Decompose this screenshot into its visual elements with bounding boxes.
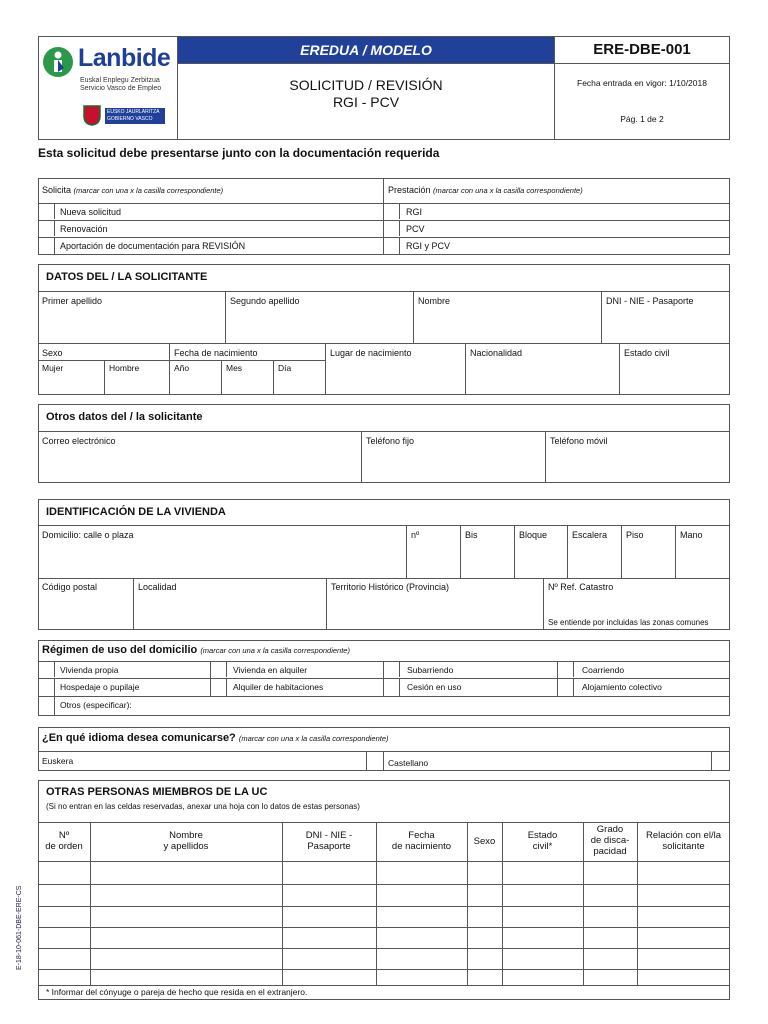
label-codigo-postal: Código postal — [42, 582, 98, 592]
intro-text: Esta solicitud debe presentarse junto con la documentación requerida — [38, 146, 440, 160]
input-dni[interactable] — [602, 308, 729, 342]
checkbox-alojamiento-colectivo[interactable] — [558, 679, 574, 696]
option-castellano: Castellano — [388, 758, 429, 768]
input-nacionalidad[interactable] — [466, 360, 618, 394]
checkbox-nueva[interactable] — [39, 204, 55, 219]
label-territorio: Territorio Histórico (Provincia) — [331, 582, 450, 592]
col-sexo: Sexo — [473, 836, 496, 847]
label-mes: Mes — [226, 363, 243, 373]
label-dni: DNI - NIE - Pasaporte — [606, 296, 694, 306]
col-orden: Nº de orden — [45, 830, 83, 852]
table-row[interactable] — [39, 907, 729, 926]
option-coarriendo: Coarriendo — [582, 665, 625, 675]
label-dia: Día — [278, 363, 292, 373]
solicita-header: Solicita (marcar con una x la casilla correspondiente) — [42, 185, 224, 195]
form-code: ERE-DBE-001 — [555, 37, 729, 63]
form-subtitle: RGI - PCV — [332, 94, 400, 110]
table-row[interactable] — [39, 928, 729, 947]
option-alojamiento-colectivo: Alojamiento colectivo — [582, 682, 662, 692]
label-primer-apellido: Primer apellido — [42, 296, 103, 306]
checkbox-coarriendo[interactable] — [558, 662, 574, 677]
col-nombre: Nombre y apellidos — [163, 830, 209, 852]
option-vivienda-alquiler: Vivienda en alquiler — [233, 665, 308, 675]
input-otros[interactable] — [140, 697, 729, 715]
option-aportacion: Aportación de documentación para REVISIÓN — [60, 241, 246, 251]
applicant-title: DATOS DEL / LA SOLICITANTE — [46, 271, 208, 283]
option-rgi-pcv: RGI y PCV — [406, 241, 451, 251]
label-localidad: Localidad — [138, 582, 177, 592]
label-numero: nº — [411, 530, 420, 540]
input-email[interactable] — [39, 448, 360, 482]
option-euskera: Euskera — [42, 756, 74, 766]
option-alquiler-habitaciones: Alquiler de habitaciones — [233, 682, 324, 692]
label-bis: Bis — [465, 530, 478, 540]
lanbide-logo — [42, 44, 174, 134]
model-label: EREDUA / MODELO — [178, 37, 554, 63]
input-lugar-nacimiento[interactable] — [326, 360, 464, 394]
table-row[interactable] — [39, 862, 729, 883]
input-tel-movil[interactable] — [546, 448, 729, 482]
checkbox-castellano[interactable] — [712, 752, 729, 770]
label-mano: Mano — [680, 530, 703, 540]
prestacion-header: Prestación (marcar con una x la casilla correspondiente) — [388, 185, 583, 195]
label-tel-movil: Teléfono móvil — [550, 436, 608, 446]
table-row[interactable] — [39, 949, 729, 968]
label-nombre: Nombre — [418, 296, 451, 306]
effective-date: Fecha entrada en vigor: 1/10/2018 — [577, 78, 707, 88]
label-email: Correo electrónico — [42, 436, 116, 446]
col-relacion: Relación con el/la solicitante — [646, 830, 721, 852]
label-catastro: Nº Ref. Catastro — [548, 582, 614, 592]
checkbox-otros[interactable] — [39, 697, 55, 715]
brand-sub-es: Servicio Vasco de Empleo — [80, 85, 162, 92]
input-nombre[interactable] — [414, 308, 600, 342]
housing-title: IDENTIFICACIÓN DE LA VIVIENDA — [46, 506, 226, 518]
brand-name: Lanbide — [78, 44, 171, 72]
lanbide-logo-icon — [42, 46, 74, 78]
col-fecha: Fecha de nacimiento — [391, 830, 452, 852]
input-estado-civil[interactable] — [620, 360, 729, 394]
checkbox-hospedaje[interactable] — [39, 679, 55, 696]
table-row[interactable] — [39, 885, 729, 905]
other-data-title: Otros datos del / la solicitante — [46, 411, 203, 423]
option-hospedaje: Hospedaje o pupilaje — [60, 682, 140, 692]
checkbox-rgi-pcv[interactable] — [384, 238, 400, 254]
label-domicilio: Domicilio: calle o plaza — [42, 530, 134, 540]
members-title: OTRAS PERSONAS MIEMBROS DE LA UC — [46, 786, 268, 798]
label-escalera: Escalera — [572, 530, 608, 540]
label-segundo-apellido: Segundo apellido — [230, 296, 300, 306]
checkbox-subarriendo[interactable] — [384, 662, 400, 677]
label-estado-civil: Estado civil — [624, 348, 670, 358]
regime-title: Régimen de uso del domicilio (marcar con una x la casilla correspondiente) — [42, 644, 350, 656]
side-code: E-18-10-061-DBE-ERE-CS — [16, 885, 23, 970]
label-lugar-nacimiento: Lugar de nacimiento — [330, 348, 412, 358]
option-nueva-solicitud: Nueva solicitud — [60, 207, 122, 217]
form-title: SOLICITUD / REVISIÓN — [289, 77, 443, 93]
table-row[interactable] — [39, 970, 729, 984]
basque-gov-logo-icon — [82, 104, 102, 126]
checkbox-vivienda-propia[interactable] — [39, 662, 55, 677]
checkbox-vivienda-alquiler[interactable] — [211, 662, 227, 677]
option-pcv: PCV — [406, 224, 425, 234]
checkbox-pcv[interactable] — [384, 221, 400, 236]
option-mujer[interactable]: Mujer — [42, 363, 64, 373]
option-otros: Otros (especificar): — [60, 700, 132, 710]
option-subarriendo: Subarriendo — [407, 665, 454, 675]
checkbox-cesion-uso[interactable] — [384, 679, 400, 696]
checkbox-rgi[interactable] — [384, 204, 400, 219]
page-number: Pág. 1 de 2 — [620, 114, 664, 124]
label-tel-fijo: Teléfono fijo — [366, 436, 415, 446]
option-rgi: RGI — [406, 207, 423, 217]
checkbox-aportacion[interactable] — [39, 238, 55, 254]
input-domicilio[interactable] — [39, 543, 405, 577]
label-piso: Piso — [626, 530, 644, 540]
option-hombre[interactable]: Hombre — [109, 363, 140, 373]
checkbox-euskera[interactable] — [367, 752, 383, 770]
option-renovacion: Renovación — [60, 224, 108, 234]
label-anio: Año — [174, 363, 190, 373]
col-grado: Grado de disca- pacidad — [590, 824, 630, 857]
label-nacionalidad: Nacionalidad — [470, 348, 523, 358]
gov-label: EUSKO JAURLARITZA GOBIERNO VASCO — [105, 108, 165, 124]
input-segundo-apellido[interactable] — [226, 308, 412, 342]
language-title: ¿En qué idioma desea comunicarse? (marcar con una x la casilla correspondiente) — [42, 732, 389, 744]
input-primer-apellido[interactable] — [39, 308, 224, 342]
brand-sub-eu: Euskal Enplegu Zerbitzua — [80, 77, 160, 84]
option-vivienda-propia: Vivienda propia — [60, 665, 119, 675]
catastro-note: Se entiende por incluidas las zonas comunes — [548, 618, 709, 627]
members-footnote: * Informar del cónyuge o pareja de hecho que resida en el extranjero. — [46, 987, 308, 997]
input-tel-fijo[interactable] — [362, 448, 544, 482]
option-cesion-uso: Cesión en uso — [407, 682, 462, 692]
label-sexo: Sexo — [42, 348, 63, 358]
label-fecha-nacimiento: Fecha de nacimiento — [174, 348, 258, 358]
checkbox-alquiler-habitaciones[interactable] — [211, 679, 227, 696]
label-bloque: Bloque — [519, 530, 548, 540]
col-estado: Estado civil* — [527, 830, 558, 852]
checkbox-renovacion[interactable] — [39, 221, 55, 236]
col-dni: DNI - NIE - Pasaporte — [305, 830, 353, 852]
members-subtitle: (Si no entran en las celdas reservadas, anexar una hoja con lo datos de estas personas) — [46, 802, 360, 811]
